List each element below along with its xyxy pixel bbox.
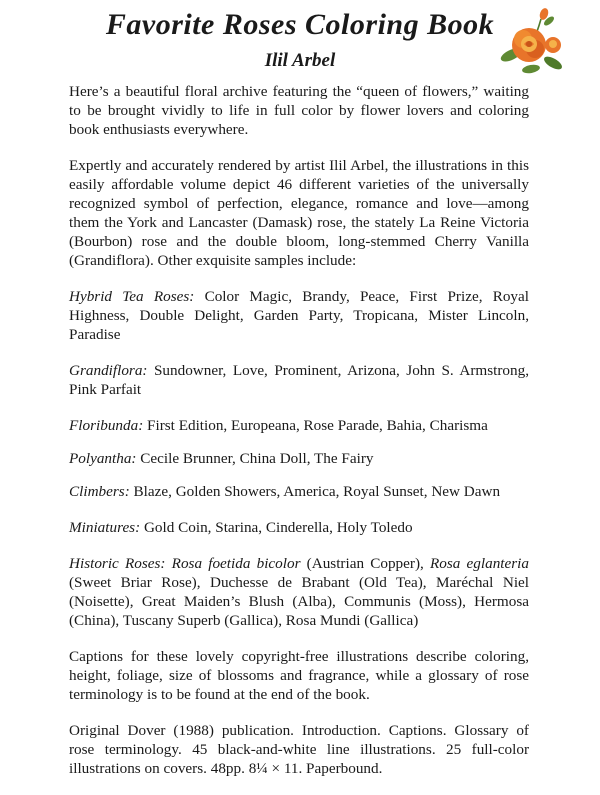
- rose-latin-name: Rosa eglanteria: [429, 555, 529, 572]
- category-name: Miniatures:: [69, 519, 141, 536]
- captions-paragraph: Captions for these lovely copyright-free illustrations describe coloring, height, foliage, size of blossoms and fragrance, while a glossary of rose terminology is to be found at the end of the book.: [69, 648, 529, 703]
- category-items: Sundowner, Love, Prominent, Arizona, John S. Armstrong, Pink Parfait: [69, 362, 529, 398]
- category-items: First Edition, Europeana, Rose Parade, Bahia, Charisma: [143, 417, 488, 434]
- category-items: Cecile Brunner, China Doll, The Fairy: [136, 450, 374, 467]
- category-items: (Austrian Copper),: [300, 555, 430, 572]
- category-name: Climbers:: [69, 483, 130, 500]
- publication-info: Original Dover (1988) publication. Introduction. Captions. Glossary of rose terminology. 45 black-and-white line illustrations. 25 full-color illustrations on covers. 48pp. 8¼ × 11. Paperbound.: [69, 722, 529, 777]
- category-grandiflora: [69, 361, 529, 399]
- category-name: Grandiflora:: [69, 362, 148, 379]
- description-body: [69, 82, 529, 795]
- category-historic: [69, 554, 529, 630]
- category-climbers: [69, 482, 529, 501]
- category-name: Floribunda:: [69, 417, 144, 434]
- category-items: Gold Coin, Starina, Cinderella, Holy Toledo: [140, 519, 413, 536]
- category-name: Historic Roses:: [69, 555, 166, 572]
- rose-illustration: [497, 5, 569, 77]
- intro-paragraph: Here’s a beautiful floral archive featuring the “queen of flowers,” waiting to be brought vividly to life in full color by flower lovers and coloring book enthusiasts everywhere.: [69, 83, 529, 138]
- category-name: Polyantha:: [69, 450, 137, 467]
- category-name: Hybrid Tea Roses:: [69, 288, 195, 305]
- details-paragraph: Expertly and accurately rendered by artist Ilil Arbel, the illustrations in this easily affordable volume depict 46 different varieties of the universally recognized symbol of perfection, elegance, romance and love—among them the York and Lancaster (Damask) rose, the stately La Reine Victoria (Bourbon) rose and the double bloom, long-stemmed Cherry Vanilla (Grandiflora). Other exquisite samples include:: [69, 157, 529, 269]
- author-name: Ilil Arbel: [264, 50, 336, 71]
- book-title: Favorite Roses Coloring Book: [105, 8, 495, 41]
- category-polyantha: [69, 449, 529, 468]
- rose-latin-name: Rosa foetida bicolor: [171, 555, 301, 572]
- category-items: (Sweet Briar Rose), Duchesse de Brabant (Old Tea), Maréchal Niel (Noisette), Great Maiden’s Blush (Alba), Communis (Moss), Hermosa (China), Tuscany Superb (Gallica), Rosa Mundi (Gallica): [69, 574, 529, 629]
- category-hybrid-tea: [69, 287, 529, 344]
- category-items: Blaze, Golden Showers, America, Royal Sunset, New Dawn: [129, 483, 501, 500]
- category-items: Color Magic, Brandy, Peace, First Prize, Royal Highness, Double Delight, Garden Party, Tropicana, Mister Lincoln, Paradise: [69, 288, 529, 343]
- category-miniatures: [69, 518, 529, 537]
- category-floribunda: [69, 416, 529, 435]
